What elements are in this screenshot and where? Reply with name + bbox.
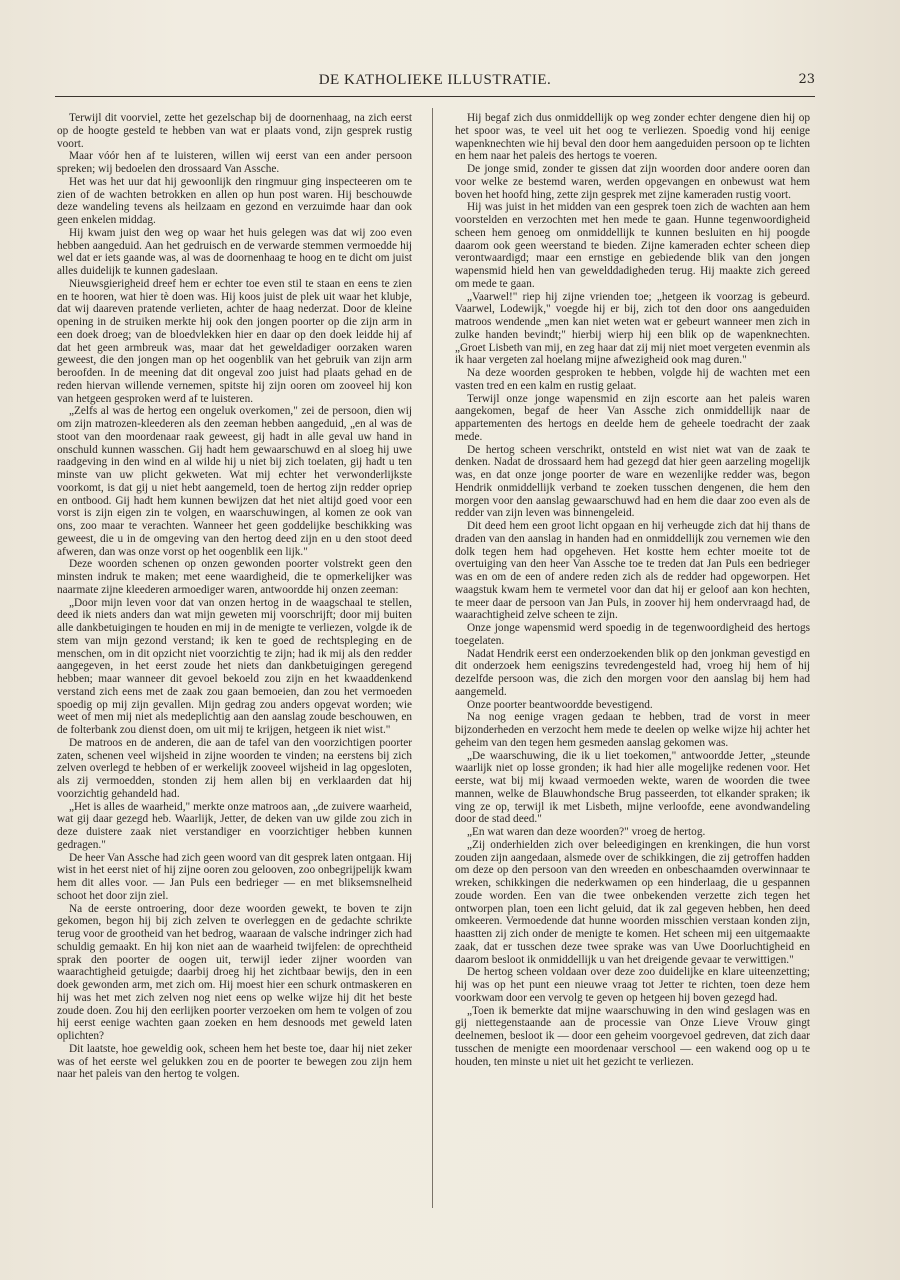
paragraph: Na deze woorden gesproken te hebben, volgde hij de wachten met een vasten tred en een kalm en rustig gelaat.: [455, 367, 810, 392]
paragraph: Dit deed hem een groot licht opgaan en hij verheugde zich dat hij thans de draden van den aanslag in handen had en onmiddellijk zou vernemen wie den dolk tegen hem had opgeheven. Het kostte hem echter moeite tot de overtuiging van den heer Van Assche toe te treden dat Jan Puls een bedrieger was en om de een of andere reden zich als de redder had opgeworpen. Het waagstuk kwam hem te vermetel voor dan dat hij er geloof aan kon hechten, te meer daar de persoon van Jan Puls, in zoover hij hem ondervraagd had, de waarachtigheid zelve scheen te zijn.: [455, 520, 810, 622]
paragraph: De jonge smid, zonder te gissen dat zijn woorden door andere ooren dan voor welke ze bestemd waren, werden opgevangen en onbewust wat hem boven het hoofd hing, zette zijn gesprek met zijne kameraden rustig voort.: [455, 163, 810, 201]
paragraph: Het was het uur dat hij gewoonlijk den ringmuur ging inspecteeren om te zien of de wachten betrokken en allen op hun post waren. Hij beschouwde deze wandeling tevens als heilzaam en gezond en verzuimde haar dan ook geen enkelen middag.: [57, 175, 412, 226]
paragraph: Dit laatste, hoe geweldig ook, scheen hem het beste toe, daar hij niet zeker was of het eerste wel gelukken zou en de poorter te bewegen zou zijn hem naar het paleis van den hertog te volgen.: [57, 1042, 412, 1081]
paragraph: De heer Van Assche had zich geen woord van dit gesprek laten ontgaan. Hij wist in het eerst niet of hij zijne ooren zou gelooven, zoo onbegrijpelijk kwam hem dit alles voor. — Jan Puls een bedrieger — en met bliksemsnelheid schoot het door zijn ziel.: [57, 851, 412, 902]
paragraph: „Door mijn leven voor dat van onzen hertog in de waagschaal te stellen, deed ik niets anders dan wat mijn geweten mij voorschrijft; door mij buiten alle dankbetuigingen te houden en mij in de menigte te verliezen, volgde ik de stem van mijn gezond verstand; ik ken te goed de rechtspleging en de menschen, om in dit opzicht niet voorzichtig te zijn; had ik mij als den redder aangegeven, in het eerst zoude het niets dan dankbetuigingen geregend hebben; maar wanneer dit gevoel bekoeld zou zijn en het kwaaddenkend verstand zich eens met de zaak zou gaan bemoeien, dan zou het vermoeden spoedig op mij zijn gevallen. Mijn gedrag zou anders opgevat worden; wie weet of men mij niet als medeplichtig aan den aanslag zoude beschouwen, en de folterbank zou dienst doen, om uit mij te krijgen, hetgeen ik niet wist.": [57, 596, 412, 736]
paragraph: „En wat waren dan deze woorden?" vroeg de hertog.: [467, 826, 706, 838]
paragraph: „Toen ik bemerkte dat mijne waarschuwing in den wind geslagen was en gij niettegenstaande aan de processie van Onze Lieve Vrouw gingt deelnemen, besloot ik — door een geheim voorgevoel gedreven, dat zich daar tusschen de menigte een moordenaar verschool — een wakend oog op u te houden, ten minste u niet uit het gezicht te verliezen.: [455, 1004, 810, 1068]
paragraph: „De waarschuwing, die ik u liet toekomen," antwoordde Jetter, „steunde waarlijk niet op losse gronden; ik had hier alle mogelijke redenen voor. Het eerste, wat bij mij kwaad vermoeden wekte, waren de woorden die twee mannen, welke de Blauwhondsche Brug passeerden, tot elkander spraken; ik ving ze op, terwijl ik met Lisbeth, mijne verloofde, eene avondwandeling door de stad deed.": [455, 749, 810, 826]
paragraph: Hij was juist in het midden van een gesprek toen zich de wachten aan hem voorstelden en verzochten met hen mede te gaan. Hunne tegenwoordigheid scheen hem genoeg om onmiddellijk te kunnen besluiten en hij poogde daarom ook geen weerstand te bieden. Zijne kameraden echter scheen diep verontwaardigd; maar een ernstige en gebiedende blik van den jongen wapensmid hield hen van gewelddadigheden terug. Hij maakte zich gereed om mede te gaan.: [455, 201, 810, 290]
paragraph: Nadat Hendrik eerst een onderzoekenden blik op den jonkman gevestigd en dit onderzoek hem eenigszins tevredengesteld had, vroeg hij hem of hij dezelfde persoon was, die zich den morgen voor den aanslag bij hem had aangemeld.: [455, 647, 810, 698]
paragraph: „Vaarwel!" riep hij zijne vrienden toe; „hetgeen ik voorzag is gebeurd. Vaarwel, Lodewijk," voegde hij er bij, zich tot den door ons aangeduiden matroos wendende „men kan niet weten wat er gebeurt wanneer men zich in zulke handen bevindt;" hierbij wierp hij een blik op de wapenknechten. „Groet Lisbeth van mij, en zeg haar dat zij mij niet moet vergeten evenmin als ik haar vergeten zal hoelang mijne afwezigheid ook mag duren.": [455, 290, 810, 367]
paragraph: Nieuwsgierigheid dreef hem er echter toe even stil te staan en eens te zien en te hooren, wat hier tè doen was. Hij koos juist de plek uit waar het klubje, dat wij daareven pratende verlieten, achter de haag nederzat. Door de kleine opening in de struiken merkte hij ook den jongen poorter op die zijn arm in een doek droeg; van de bloedvlekken hier en daar op den doek leidde hij af dat het geen armbreuk was, maar dat het geweldadiger oorzaken waren geweest, die den jongen man op het oogenblik van het gebruik van zijn arm beroofden. In de meening dat dit ongeval zoo juist had plaats gehad en de reden hiervan willende vernemen, spitste hij zijn ooren om zooveel hij kon van hetgeen gesproken werd af te luisteren.: [57, 277, 412, 405]
paragraph: „Zelfs al was de hertog een ongeluk overkomen," zei de persoon, dien wij om zijn matrozen-kleederen als den zeeman hebben aangeduid, „en al was de stoot van den moordenaar raak geweest, gij hadt in alle geval uw hand in onschuld kunnen wasschen. Gij hadt hem gewaarschuwd en al sloeg hij uwe raadgeving in den wind en al wilde hij u niet bij zich toelaten, gij hadt u ten minste van uw plicht gekweten. Wat mij echter het verwonderlijkste voorkomt, is dat gij u niet hebt aangemeld, toen de hertog zijn redder opriep en ontbood. Gij hadt hem kunnen bewijzen dat het niet altijd goed voor een vorst is zijn eigen zin te volgen, en waarschuwingen, al komen ze ook van ons, zoo maar te verachten. Wanneer het geen goddelijke beschikking was geweest, die u in de omgeving van den hertog deed zijn en u den stoot deed afweren, dan was onze vorst op het oogenblik een lijk.": [57, 405, 412, 558]
paragraph: Terwijl onze jonge wapensmid en zijn escorte aan het paleis waren aangekomen, begaf de heer Van Assche zich onmiddellijk naar de appartementen des hertogs en deelde hem de geheele toedracht der zaak mede.: [455, 392, 810, 443]
paragraph: „Zij onderhielden zich over beleedigingen en krenkingen, die hun vorst zouden zijn aangedaan, alsmede over de schikkingen, die zij getroffen hadden om deze op den persoon van den wreeden en onbeschaamden overwinnaar te wreken, schikkingen die nederkwamen op een hinderlaag, die u gespannen zoude worden. Een van die twee onbekenden verzette zich tegen het ontworpen plan, toen een licht geluid, dat ik zal gegeven hebben, hen deed omkeeren. Vermoedende dat hunne woorden misschien verstaan konden zijn, haastten zij zich onder de menigte te komen. Het scheen mij een uitgemaakte zaak, dat er tusschen deze twee sprake was van Uwe Doorluchtigheid en daarom besloot ik onmiddellijk u van het dreigende gevaar te verwittigen.": [455, 838, 810, 966]
column-divider: [432, 108, 433, 1208]
publication-title: DE KATHOLIEKE ILLUSTRATIE.: [318, 72, 552, 88]
paragraph: De hertog scheen verschrikt, ontsteld en wist niet wat van de zaak te denken. Nadat de drossaard hem had gezegd dat hier geen aarzeling mogelijk was, en dat onze jonge poorter de ware en wezenlijke redder was, begon Hendrik onmiddellijk verband te zoeken tusschen dengenen, die hem den morgen voor den aanslag gewaarschuwd had en hem die daar zoo even als de redder van zijn leven was binnengeleid.: [455, 443, 810, 520]
paragraph: Deze woorden schenen op onzen gewonden poorter volstrekt geen den minsten indruk te maken; met eene waardigheid, die te opmerkelijker was naarmate zijne kleederen armoediger waren, antwoordde hij onzen zeeman:: [57, 558, 412, 596]
page-header: [55, 72, 815, 94]
paragraph: Onze poorter beantwoordde bevestigend.: [467, 698, 653, 711]
paragraph: Terwijl dit voorviel, zette het gezelschap bij de doornenhaag, na zich eerst op de hoogte gesteld te hebben van wat er plaats vond, zijn gesprek rustig voort.: [57, 112, 412, 150]
paragraph: De matroos en de anderen, die aan de tafel van den voorzichtigen poorter zaten, schenen veel wijsheid in zijne woorden te vinden; na eerstens bij zich zelven overlegd te hebben of er werkelijk zooveel wijsheid in lag opgesloten, als zij vermoedden, stonden zij hem allen bij en verklaarden dat hij voorzichtig gehandeld had.: [57, 736, 412, 800]
right-column: [455, 112, 810, 1068]
paragraph: Maar vóór hen af te luisteren, willen wij eerst van een ander persoon spreken; wij bedoelen den drossaard Van Assche.: [57, 150, 412, 175]
paragraph: Hij kwam juist den weg op waar het huis gelegen was dat wij zoo even hebben aangeduid. Aan het gedruisch en de verwarde stemmen vermoedde hij wel dat er iets gaande was, al was de doornenhaag te hoog en te dicht om juist alles duidelijk te kunnen gadeslaan.: [57, 226, 412, 277]
paragraph: „Het is alles de waarheid," merkte onze matroos aan, „de zuivere waarheid, wat gij daar gezegd heb. Waarlijk, Jetter, de deken van uw gilde zou zich in deze duistere zaak niet verstandiger en voorzichtiger hebben kunnen gedragen.": [57, 800, 412, 851]
paragraph: Onze jonge wapensmid werd spoedig in de tegenwoordigheid des hertogs toegelaten.: [455, 622, 810, 647]
paragraph: Hij begaf zich dus onmiddellijk op weg zonder echter dengene dien hij op het spoor was, te veel uit het oog te verliezen. Spoedig vond hij eenige wapenknechten wie hij beval den door hem aangeduiden persoon op te lichten en hem naar het paleis des hertogs te voeren.: [455, 112, 810, 163]
paragraph: De hertog scheen voldaan over deze zoo duidelijke en klare uiteenzetting; hij was op het punt een nieuwe vraag tot Jetter te richten, toen deze hem voorkwam door een vervolg te geven op hetgeen hij boven gezegd had.: [455, 966, 810, 1004]
paragraph: Na nog eenige vragen gedaan te hebben, trad de vorst in meer bijzonderheden en verzocht hem mede te deelen op welke wijze hij achter het geheim van den tegen hem gesmeden aanslag gekomen was.: [455, 711, 810, 749]
page-number: 23: [798, 72, 815, 87]
header-rule: [55, 96, 815, 97]
left-column: [57, 112, 412, 1081]
paragraph: Na de eerste ontroering, door deze woorden gewekt, te boven te zijn gekomen, begon hij bij zich zelven te overleggen en de gedachte schrikte terug voor de grootheid van het bedrog, waaraan de valsche indringer zich had schuldig gemaakt. En hij kon niet aan de waarheid twijfelen: de oprechtheid sprak den poorter de oogen uit, terwijl ieder zijner woorden van waarachtigheid getuigde; daarbij droeg hij het zichtbaar bewijs, den in een doek gewonden arm, met zich om. Hij moest hier een schurk ontmaskeren en hij was het met zich zelven nog niet eens op welke wijze hij dit het beste zoude doen. Zou hij den eerlijken poorter verzoeken om hem te volgen of zou hij eerst eenige wachten gaan zoeken en hem desnoods met geweld laten oplichten?: [57, 902, 412, 1042]
